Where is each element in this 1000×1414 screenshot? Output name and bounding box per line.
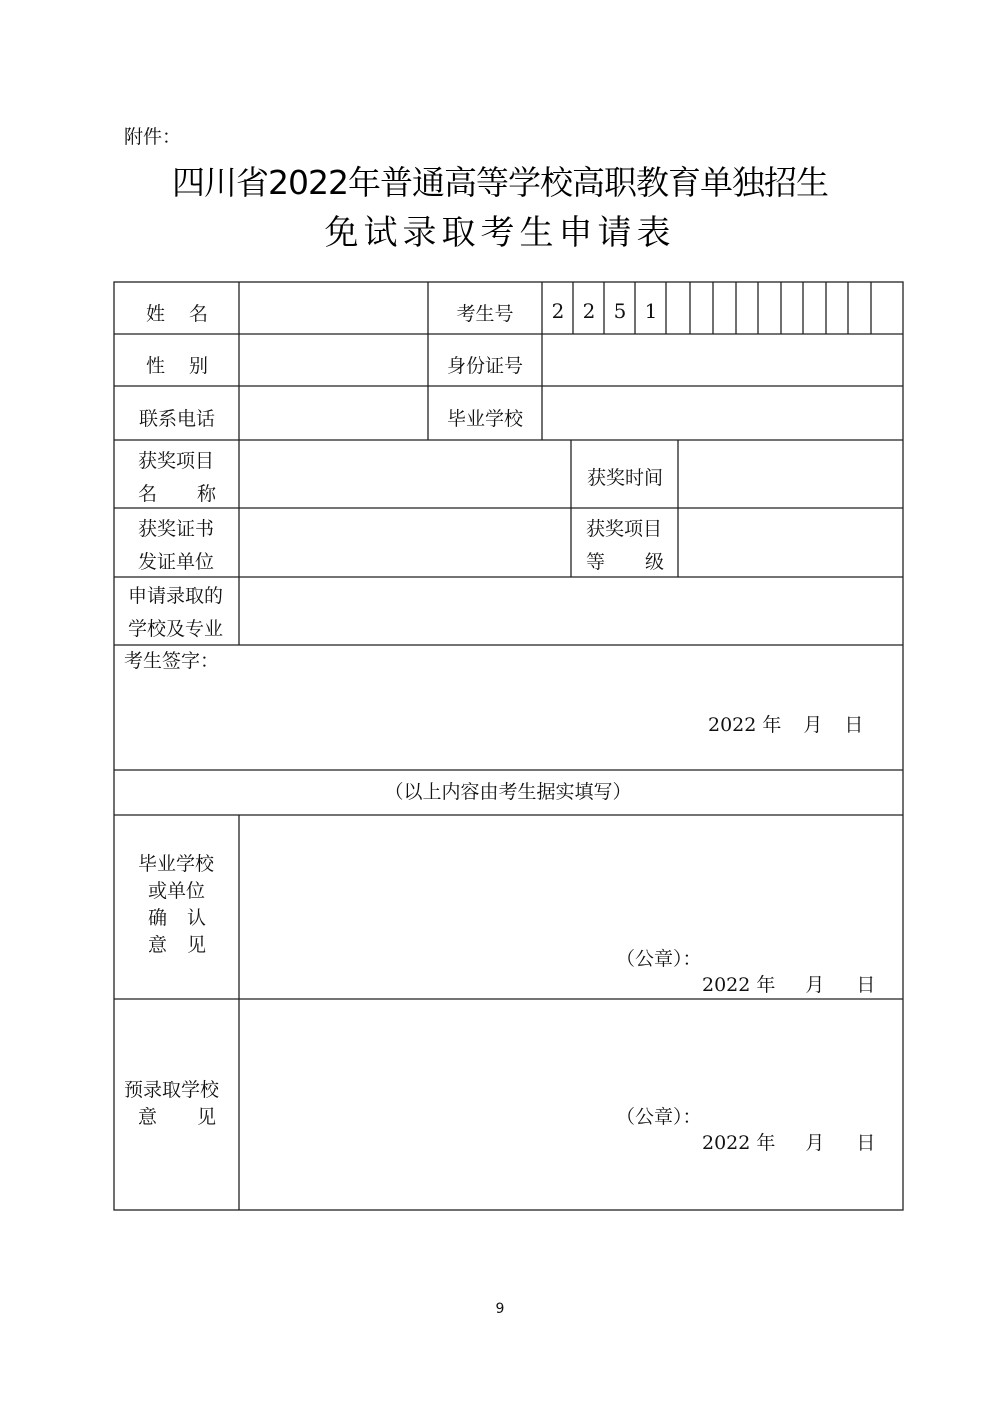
- exam-digit: 1: [644, 299, 658, 323]
- graduate-school-label: 毕业学校: [446, 408, 524, 430]
- exam-digit: 5: [613, 299, 627, 323]
- attachment-label: 附件：: [124, 126, 182, 148]
- exam-digit: 2: [551, 299, 565, 323]
- id-number-label: 身份证号: [446, 355, 524, 377]
- form-title-line1: 四川省2022年普通高等学校高职教育单独招生: [172, 163, 828, 202]
- signature-date: 2022 年 月 日: [708, 714, 864, 736]
- phone-label: 联系电话: [138, 408, 216, 430]
- apply-school-label: 申请录取的 学校及专业: [128, 585, 224, 640]
- pre-admission-date: 2022 年 月 日: [702, 1132, 876, 1154]
- signature-label: 考生签字：: [124, 650, 220, 672]
- award-time-label: 获奖时间: [586, 467, 664, 489]
- exam-digit: 2: [582, 299, 596, 323]
- form-title-line2: 免试录取考生申请表: [324, 213, 676, 253]
- fill-note: （以上内容由考生据实填写）: [384, 781, 632, 803]
- exam-number-label: 考生号: [456, 303, 514, 325]
- seal-label: （公章）：: [616, 1106, 702, 1128]
- page-number: 9: [495, 1301, 505, 1317]
- confirmation-label: 毕业学校 或单位 确 认 意 见: [138, 853, 215, 956]
- award-name-label: 获奖项目 名 称: [138, 450, 216, 505]
- award-level-label: 获奖项目 等 级: [586, 518, 664, 573]
- name-label: 姓 名: [146, 303, 208, 325]
- pre-admission-label: 预录取学校 意 见: [124, 1079, 220, 1128]
- gender-label: 性 别: [146, 355, 208, 377]
- seal-label: （公章）：: [616, 948, 702, 970]
- certificate-issuer-label: 获奖证书 发证单位: [138, 518, 215, 573]
- confirmation-date: 2022 年 月 日: [702, 974, 876, 996]
